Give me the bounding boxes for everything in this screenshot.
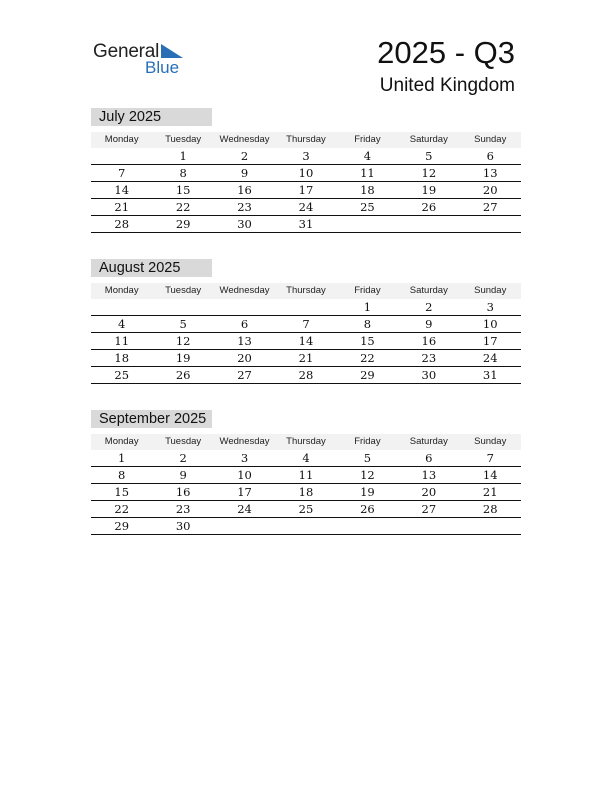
day-cell: 13 xyxy=(421,468,437,482)
day-cell: 15 xyxy=(114,485,130,499)
weekday-label: Monday xyxy=(104,285,139,296)
month-block-september xyxy=(91,410,521,535)
day-cell: 2 xyxy=(425,300,433,314)
weekday-label: Wednesday xyxy=(219,436,270,447)
day-cell: 20 xyxy=(482,183,498,197)
weekday-label: Thursday xyxy=(286,285,326,296)
day-cell: 15 xyxy=(175,183,191,197)
day-cell: 6 xyxy=(425,451,433,465)
day-cell: 3 xyxy=(486,300,494,314)
weekday-label: Saturday xyxy=(409,285,448,296)
day-cell: 20 xyxy=(237,351,252,365)
day-cell xyxy=(337,518,398,534)
day-cell: 8 xyxy=(118,468,126,482)
week-row xyxy=(91,367,521,384)
day-cell: 8 xyxy=(363,317,372,331)
day-cell: 4 xyxy=(118,317,126,331)
week-row xyxy=(91,148,521,165)
day-cell: 27 xyxy=(482,200,498,214)
weekday-label: Monday xyxy=(104,134,139,145)
week-row xyxy=(91,333,521,350)
day-cell: 6 xyxy=(240,317,249,331)
month-title: July 2025 xyxy=(91,108,212,126)
day-cell xyxy=(398,518,459,534)
month-block-july xyxy=(91,108,521,233)
day-cell: 10 xyxy=(237,468,252,482)
day-cell: 3 xyxy=(240,451,249,465)
day-cell xyxy=(91,299,152,315)
day-cell: 25 xyxy=(298,502,314,516)
week-row xyxy=(91,518,521,535)
day-cell: 14 xyxy=(298,334,314,348)
day-cell xyxy=(275,299,336,315)
day-cell: 16 xyxy=(237,183,252,197)
page-title: 2025 - Q3 xyxy=(377,35,515,70)
day-cell: 28 xyxy=(482,502,498,516)
day-cell: 5 xyxy=(363,451,372,465)
day-cell: 21 xyxy=(482,485,498,499)
day-cell xyxy=(460,216,521,232)
day-cell: 11 xyxy=(360,166,375,180)
day-cell: 30 xyxy=(421,368,437,382)
day-cell: 19 xyxy=(360,485,375,499)
week-row xyxy=(91,216,521,233)
month-title: August 2025 xyxy=(91,259,212,277)
weekday-label: Tuesday xyxy=(165,134,202,145)
day-cell: 7 xyxy=(486,451,494,465)
day-cell: 25 xyxy=(360,200,375,214)
day-cell: 22 xyxy=(360,351,375,365)
day-cell: 23 xyxy=(237,200,252,214)
day-cell: 16 xyxy=(175,485,191,499)
day-cell xyxy=(91,148,152,164)
day-cell: 29 xyxy=(360,368,375,382)
day-cell: 8 xyxy=(179,166,187,180)
week-row xyxy=(91,484,521,501)
weekday-label: Sunday xyxy=(474,285,507,296)
weekday-label: Sunday xyxy=(474,134,507,145)
day-cell: 7 xyxy=(302,317,310,331)
day-cell: 4 xyxy=(302,451,310,465)
day-cell: 26 xyxy=(421,200,437,214)
day-cell: 1 xyxy=(179,149,187,163)
weekday-label: Wednesday xyxy=(219,134,270,145)
weekday-label: Friday xyxy=(354,436,381,447)
day-cell: 17 xyxy=(298,183,314,197)
day-cell: 18 xyxy=(114,351,130,365)
day-cell: 10 xyxy=(482,317,498,331)
week-row xyxy=(91,501,521,518)
day-cell xyxy=(398,216,459,232)
day-cell: 11 xyxy=(298,468,314,482)
weekday-label: Thursday xyxy=(286,436,326,447)
weekday-label: Wednesday xyxy=(219,285,270,296)
weekday-header-row xyxy=(91,283,521,299)
day-cell: 31 xyxy=(298,217,314,231)
day-cell: 1 xyxy=(118,451,126,465)
day-cell: 28 xyxy=(298,368,314,382)
weekday-label: Monday xyxy=(104,436,139,447)
day-cell: 21 xyxy=(114,200,130,214)
week-row xyxy=(91,299,521,316)
week-row xyxy=(91,165,521,182)
day-cell: 18 xyxy=(360,183,375,197)
day-cell: 28 xyxy=(114,217,130,231)
day-cell: 1 xyxy=(363,300,372,314)
weekday-label: Saturday xyxy=(409,436,448,447)
day-cell: 22 xyxy=(114,502,130,516)
logo xyxy=(93,41,193,81)
day-cell: 17 xyxy=(482,334,498,348)
weekday-label: Sunday xyxy=(474,436,507,447)
day-cell: 10 xyxy=(298,166,314,180)
day-cell xyxy=(460,518,521,534)
day-cell: 15 xyxy=(360,334,375,348)
day-cell: 20 xyxy=(421,485,437,499)
day-cell: 3 xyxy=(302,149,310,163)
day-cell: 14 xyxy=(114,183,130,197)
logo-text-blue: Blue xyxy=(145,58,180,77)
weekday-label: Friday xyxy=(354,285,381,296)
month-title: September 2025 xyxy=(91,410,212,428)
day-cell: 7 xyxy=(118,166,126,180)
day-cell: 2 xyxy=(179,451,187,465)
day-cell: 24 xyxy=(237,502,252,516)
week-row xyxy=(91,182,521,199)
day-cell: 30 xyxy=(237,217,252,231)
day-cell xyxy=(214,518,275,534)
day-cell: 12 xyxy=(421,166,437,180)
day-cell: 4 xyxy=(363,149,372,163)
day-cell xyxy=(275,518,336,534)
day-cell: 2 xyxy=(240,149,249,163)
weekday-header-row xyxy=(91,132,521,148)
weekday-label: Friday xyxy=(354,134,381,145)
weekday-label: Saturday xyxy=(409,134,448,145)
day-cell: 19 xyxy=(421,183,437,197)
day-cell: 22 xyxy=(175,200,191,214)
day-cell: 25 xyxy=(114,368,130,382)
day-cell: 30 xyxy=(175,519,191,533)
day-cell: 29 xyxy=(114,519,130,533)
day-cell: 31 xyxy=(482,368,498,382)
day-cell: 24 xyxy=(298,200,314,214)
day-cell: 26 xyxy=(175,368,191,382)
day-cell: 26 xyxy=(360,502,375,516)
month-block-august xyxy=(91,259,521,384)
day-cell: 29 xyxy=(175,217,191,231)
day-cell: 27 xyxy=(237,368,252,382)
day-cell: 21 xyxy=(298,351,314,365)
day-cell xyxy=(214,299,275,315)
day-cell: 19 xyxy=(175,351,191,365)
weekday-label: Tuesday xyxy=(165,285,202,296)
weekday-label: Thursday xyxy=(286,134,326,145)
day-cell: 5 xyxy=(425,149,433,163)
day-cell: 13 xyxy=(237,334,252,348)
week-row xyxy=(91,350,521,367)
day-cell: 12 xyxy=(175,334,191,348)
page-subtitle: United Kingdom xyxy=(379,75,515,96)
day-cell: 18 xyxy=(298,485,314,499)
day-cell: 9 xyxy=(179,468,187,482)
logo-text-general: General xyxy=(93,41,160,62)
day-cell: 6 xyxy=(486,149,494,163)
day-cell xyxy=(152,299,213,315)
day-cell: 27 xyxy=(421,502,437,516)
day-cell: 13 xyxy=(482,166,498,180)
day-cell: 14 xyxy=(482,468,498,482)
week-row xyxy=(91,467,521,484)
weekday-label: Tuesday xyxy=(165,436,202,447)
day-cell: 9 xyxy=(425,317,433,331)
week-row xyxy=(91,450,521,467)
week-row xyxy=(91,199,521,216)
day-cell: 23 xyxy=(421,351,437,365)
day-cell: 9 xyxy=(240,166,249,180)
week-row xyxy=(91,316,521,333)
day-cell: 17 xyxy=(237,485,252,499)
day-cell: 11 xyxy=(114,334,130,348)
weekday-header-row xyxy=(91,434,521,450)
day-cell xyxy=(337,216,398,232)
day-cell: 24 xyxy=(482,351,498,365)
day-cell: 16 xyxy=(421,334,437,348)
day-cell: 23 xyxy=(175,502,191,516)
day-cell: 5 xyxy=(179,317,187,331)
day-cell: 12 xyxy=(360,468,375,482)
